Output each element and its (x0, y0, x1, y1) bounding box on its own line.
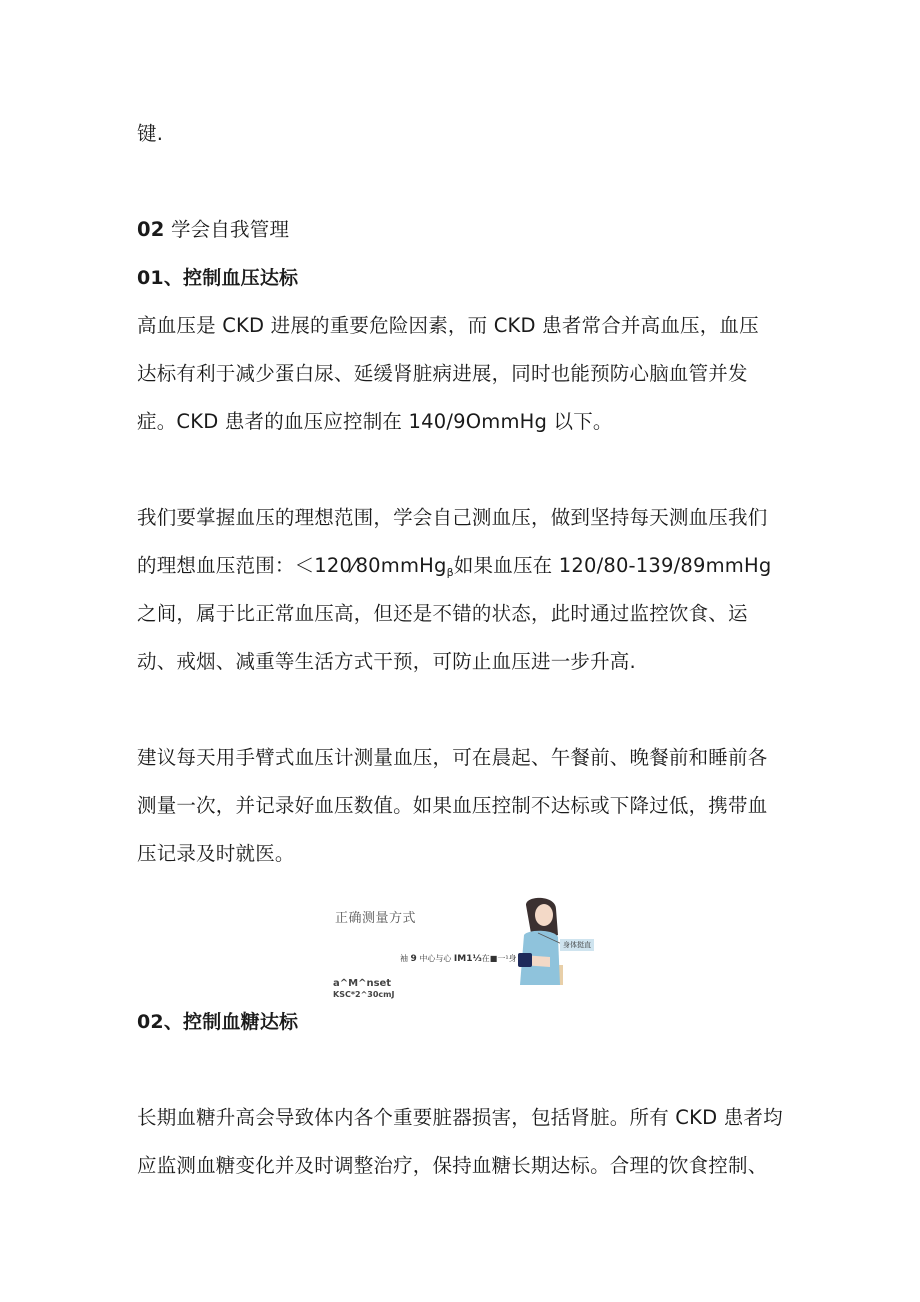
heading-blood-sugar: 02、控制血糖达标 (137, 1011, 299, 1033)
face-shape (535, 904, 553, 926)
caption-pre: 袖 (400, 954, 408, 963)
heading-blood-pressure: 01、控制血压达标 (137, 267, 299, 289)
paragraph-line: 达标有利于减少蛋白尿、延缓肾脏病进展，同时也能预防心脑血管并发 (137, 362, 748, 385)
posture-tag: 身体挺直 (560, 939, 594, 951)
illustration-title: 正确测量方式 (335, 911, 417, 926)
measurement-illustration (328, 895, 594, 1003)
paragraph-line: 症。CKD 患者的血压应控制在 140/9OmmHg 以下。 (137, 410, 613, 433)
section-number: 02 (137, 218, 165, 241)
paragraph-line: 应监测血糖变化并及时调整治疗，保持血糖长期达标。合理的饮食控制、 (137, 1154, 768, 1177)
section-heading (137, 218, 289, 242)
caption-bold: IM1⅓ (453, 954, 482, 964)
paragraph-line: 之间，属于比正常血压高，但还是不错的状态，此时通过监控饮食、运 (137, 602, 748, 625)
paragraph-line: 测量一次，并记录好血压数值。如果血压控制不达标或下降过低，携带血 (137, 794, 768, 817)
range-text: 如果血压在 120/80-139/89mmHg (453, 554, 772, 577)
caption-mid: 中心与心 (416, 954, 452, 963)
cuff-shape (518, 953, 532, 967)
paragraph-continuation: 键. (137, 122, 164, 145)
subscript-mark: β (446, 566, 454, 579)
paragraph-line (137, 554, 771, 585)
paragraph-line: 动、戒烟、减重等生活方式干预，可防止血压进一步升高. (137, 650, 636, 673)
paragraph-line: 建议每天用手臂式血压计测量血压，可在晨起、午餐前、晚餐前和睡前各 (137, 746, 768, 769)
caption-num: 9 (410, 954, 417, 964)
paragraph-line: 压记录及时就医。 (137, 842, 295, 865)
paragraph-line: 我们要掌握血压的理想范围，学会自己测血压，做到坚持每天测血压我们 (137, 506, 768, 529)
illustration-sublabel: KSC*2^30cmJ (333, 990, 395, 999)
paragraph-line: 高血压是 CKD 进展的重要危险因素，而 CKD 患者常合并高血压，血压 (137, 314, 759, 337)
paragraph-line: 长期血糖升高会导致体内各个重要脏器损害，包括肾脏。所有 CKD 患者均 (137, 1106, 783, 1129)
ideal-range-text: 的理想血压范围：＜120⁄80mmHg (137, 554, 447, 577)
illustration-label: a^M^nset (333, 978, 392, 989)
section-title: 学会自我管理 (164, 218, 290, 241)
caption-post: 在■一¹身 (481, 954, 517, 963)
